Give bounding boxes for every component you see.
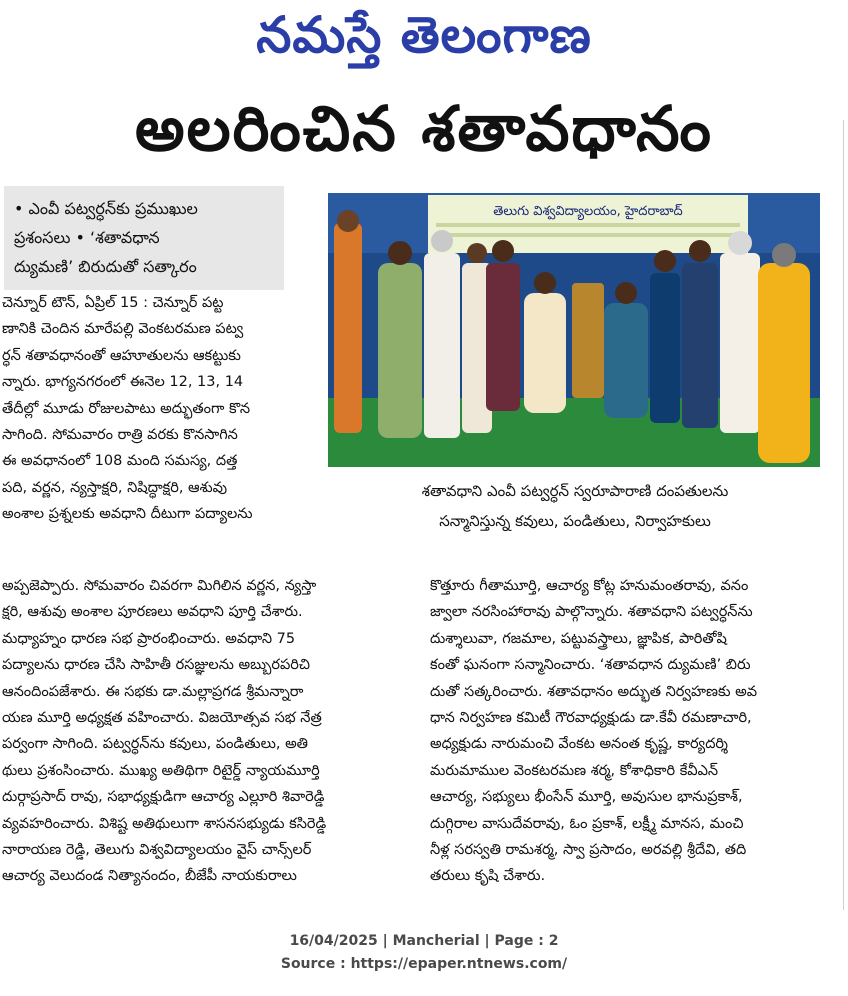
article-line: పద్యాలను ధారణ చేసి సాహితీ రసజ్ఞులను అబ్బురపరిచి <box>2 657 310 674</box>
article-line: క్షరి, ఆశువు అంశాల పూరణలు అవధాని పూర్తి చేశారు. <box>2 604 303 621</box>
article-line: పది, వర్ణన, న్యస్తాక్షరి, నిషిద్ధాక్షరి, ఆశువు <box>2 479 228 496</box>
banner-text: తెలుగు విశ్వవిద్యాలయం, హైదరాబాద్ <box>493 204 683 219</box>
caption-line: శతావధాని ఎంవీ పట్వర్ధన్ స్వరూపారాణి దంపతులను <box>421 482 729 500</box>
article-column-upper <box>2 290 318 528</box>
article-line: సాగింది. సోమవారం రాత్రి వరకు కొనసాగిన <box>2 427 238 444</box>
article-line: థులు ప్రశంసించారు. ముఖ్య అతిథిగా రిటైర్డ్ న్యాయమూర్తి <box>2 762 320 779</box>
footer-date-edition: 16/04/2025 | Mancherial | Page : 2 <box>289 933 559 949</box>
article-line: తరులు కృషి చేశారు. <box>430 868 546 885</box>
article-line: ఆచార్య, సభ్యులు భీంసేన్ మూర్తి, అవుసుల భానుప్రకాశ్, <box>430 789 743 806</box>
article-line: అంశాల ప్రశ్నలకు అవధాని దీటుగా పద్యాలను <box>2 506 253 523</box>
event-photo <box>328 193 820 467</box>
article-line: యణ మూర్తి అధ్యక్షత వహించారు. విజయోత్సవ సభ నేత్ర <box>2 710 322 727</box>
article-line: కొత్తూరు గీతామూర్తి, ఆచార్య కోట్ల హనుమంతరావు, వనం <box>430 578 749 594</box>
caption-line: సన్మానిస్తున్న కవులు, పండితులు, నిర్వాహకులు <box>439 512 711 530</box>
article-line: తేదీల్లో మూడు రోజులపాటు అద్భుతంగా కొన <box>2 400 250 417</box>
article-line: ణానికి చెందిన మారేపల్లి వెంకటరమణ పట్వ <box>2 321 244 338</box>
page-edge-divider <box>843 120 844 910</box>
article-line: నారాయణ రెడ్డి, తెలుగు విశ్వవిద్యాలయం వైస్ చాన్స్‌లర్ <box>2 842 312 859</box>
article-line: దుతో సత్కరించారు. శతావధానం అద్భుత నిర్వహణకు అవ <box>430 683 758 700</box>
article-line: అధ్యక్షుడు నారుమంచి వేంకట అనంత కృష్ణ, కార్యదర్శి <box>430 736 728 753</box>
article-line: మరుమాముల వెంకటరమణ శర్మ, కోశాధికారి కేవీఎన్ <box>430 762 719 779</box>
article-line: వ్యవహరించారు. విశిష్ట అతిథులుగా శాసనసభ్యుడు కసిరెడ్డి <box>2 815 327 832</box>
subhead-line: ద్యుమణి’ బిరుదుతో సత్కారం <box>14 257 197 276</box>
article-line: న్నారు. భాగ్యనగరంలో ఈనెల 12, 13, 14 <box>2 374 244 391</box>
subhead-line: • ఎంవీ పట్వర్ధన్‌కు ప్రముఖుల <box>14 199 198 218</box>
photo-caption <box>330 476 820 536</box>
masthead-title: నమస్తే తెలంగాణ <box>256 6 592 64</box>
article-line: ఈ అవధానంలో 108 మంది సమస్య, దత్త <box>2 453 238 470</box>
article-line: దుగ్గిరాల వాసుదేవరావు, ఓం ప్రకాశ్, లక్ష్మీ మానస, మంచి <box>430 815 744 832</box>
article-line: దుశ్శాలువా, గజమాల, పట్టువస్త్రాలు, జ్ఞాపిక, పారితోషి <box>430 630 727 647</box>
subhead-box <box>4 186 284 290</box>
article-line: మధ్యాహ్నం ధారణ సభ ప్రారంభించారు. అవధాని 75 <box>2 630 296 647</box>
article-line: చెన్నూర్ టౌన్, ఏప్రిల్ 15 : చెన్నూర్ పట్ట <box>2 295 224 311</box>
event-photo-illustration <box>328 193 820 467</box>
footer-source-link[interactable]: Source : https://epaper.ntnews.com/ <box>280 956 568 972</box>
article-line: నీళ్ల సరస్వతి రామశర్మ, స్వా ప్రసాదం, అరవల్లి శ్రీదేవి, తది <box>430 842 747 859</box>
article-line: దుర్గాప్రసాద్ రావు, సభాధ్యక్షుడిగా ఆచార్య ఎల్లూరి శివారెడ్డి <box>2 789 325 806</box>
masthead <box>0 0 848 80</box>
article-line: ఆనందింపజేశారు. ఈ సభకు డా.మల్లాప్రగడ శ్రీమన్నారా <box>2 683 304 700</box>
article-line: అప్పజెప్పారు. సోమవారం చివరగా మిగిలిన వర్ణన, న్యస్తా <box>2 578 317 594</box>
article-column-left <box>2 573 420 890</box>
article-column-right <box>430 573 830 890</box>
headline-text: అలరించిన శతావధానం <box>135 92 713 165</box>
headline <box>0 92 848 182</box>
article-line: జ్వాలా నరసింహారావు పాల్గొన్నారు. శతావధాని పట్వర్ధన్‌ను <box>430 604 753 621</box>
subhead-line: ప్రశంసలు • ‘శతావధాన <box>14 228 160 247</box>
article-line: ర్ధన్ శతావధానంతో ఆహూతులను ఆకట్టుకు <box>2 347 241 364</box>
page-footer <box>0 930 848 976</box>
article-line: ధాన నిర్వహణ కమిటీ గౌరవాధ్యక్షుడు డా.కేవీ రమణాచారి, <box>430 710 752 727</box>
article-line: ఆచార్య వెలుదండ నిత్యానందం, బీజేపీ నాయకురాలు <box>2 868 297 885</box>
article-line: కంతో ఘనంగా సన్మానించారు. ‘శతావధాన ద్యుమణి’ బిరు <box>430 657 751 674</box>
article-line: పర్వంగా సాగింది. పట్వర్ధన్‌ను కవులు, పండితులు, అతి <box>2 736 309 753</box>
